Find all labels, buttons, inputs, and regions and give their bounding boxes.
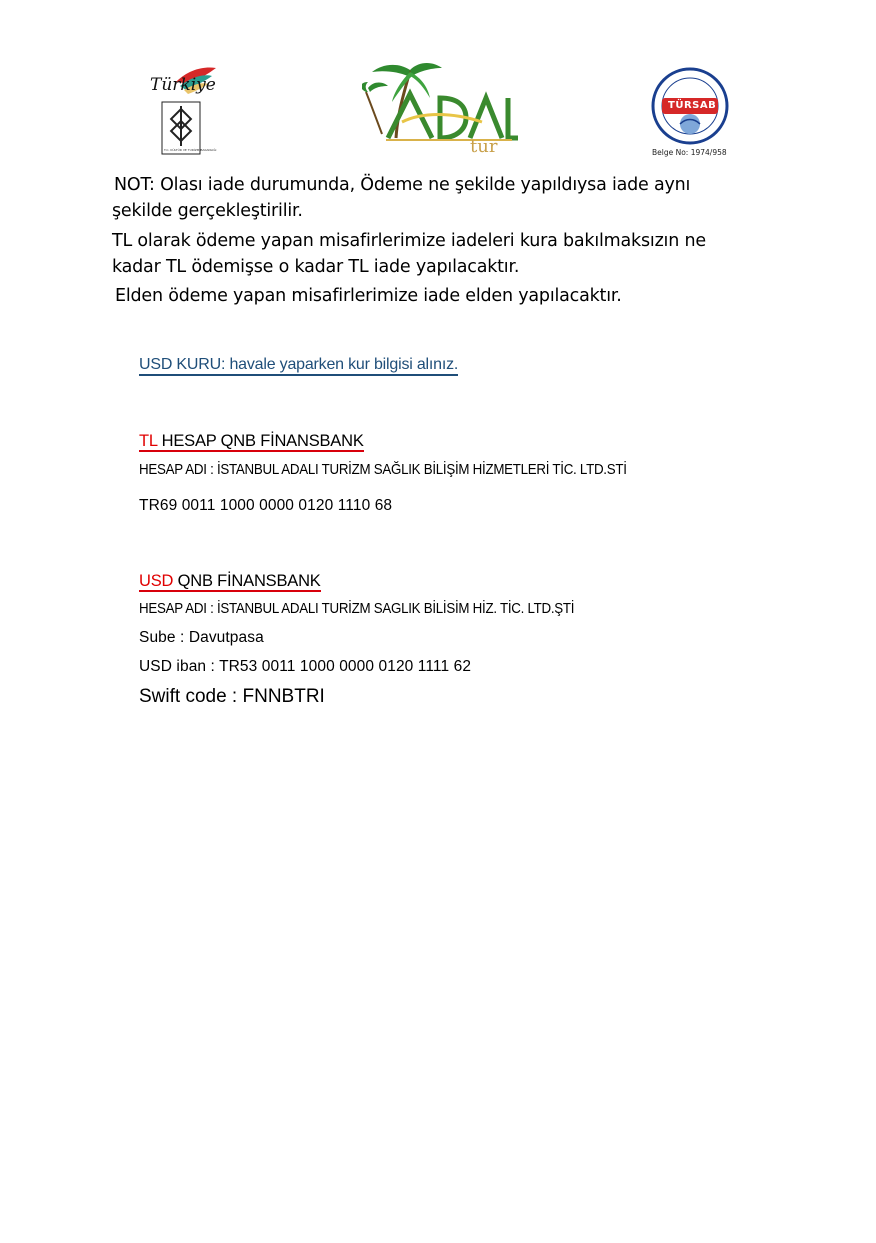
refund-note-line3: TL olarak ödeme yapan misafirlerimize iadeleri kura bakılmaksızın ne	[112, 231, 706, 251]
tursab-logo	[648, 66, 732, 160]
tl-iban: TR69 0011 1000 0000 0120 1110 68	[139, 497, 393, 514]
tl-bank-heading	[139, 432, 364, 452]
usd-branch: Sube : Davutpasa	[139, 629, 264, 646]
adali-logo-sub: tur	[470, 136, 498, 157]
usd-rate-info	[139, 356, 458, 376]
adali-tur-logo	[362, 58, 518, 162]
tursab-belge-no: Belge No: 1974/958	[652, 148, 727, 157]
usd-swift-code: Swift code : FNNBTRI	[139, 686, 325, 707]
refund-note-line5: Elden ödeme yapan misafirlerimize iade elden yapılacaktır.	[115, 286, 622, 306]
turkiye-logo	[148, 62, 238, 157]
tl-currency-label: TL	[139, 432, 158, 450]
usd-account-title	[139, 572, 321, 592]
tl-bank-name: HESAP QNB FİNANSBANK	[157, 432, 364, 450]
turkiye-logo-caption: T.C. KÜLTÜR VE TURİZM BAKANLIĞI	[164, 148, 217, 152]
usd-currency-label: USD	[139, 572, 174, 590]
tl-account-title	[139, 432, 364, 452]
tl-account-holder: HESAP ADI : İSTANBUL ADALI TURİZM SAĞLIK BİLİŞİM HİZMETLERİ TİC. LTD.STİ	[139, 462, 627, 478]
usd-iban: USD iban : TR53 0011 1000 0000 0120 1111 62	[139, 658, 472, 675]
refund-note-line2: şekilde gerçekleştirilir.	[112, 201, 303, 221]
tursab-logo-text: TÜRSAB	[668, 100, 717, 111]
usd-bank-heading	[139, 572, 321, 592]
usd-account-holder: HESAP ADI : İSTANBUL ADALI TURİZM SAGLIK BİLİSİM HİZ. TİC. LTD.ŞTİ	[139, 601, 575, 617]
turkiye-logo-text: Türkiye	[150, 75, 216, 95]
usd-bank-name: QNB FİNANSBANK	[173, 572, 321, 590]
usd-rate-text: USD KURU: havale yaparken kur bilgisi alınız.	[139, 356, 458, 376]
refund-note-line4: kadar TL ödemişse o kadar TL iade yapılacaktır.	[112, 257, 520, 277]
refund-note-line1: NOT: Olası iade durumunda, Ödeme ne şekilde yapıldıysa iade aynı	[114, 175, 691, 195]
